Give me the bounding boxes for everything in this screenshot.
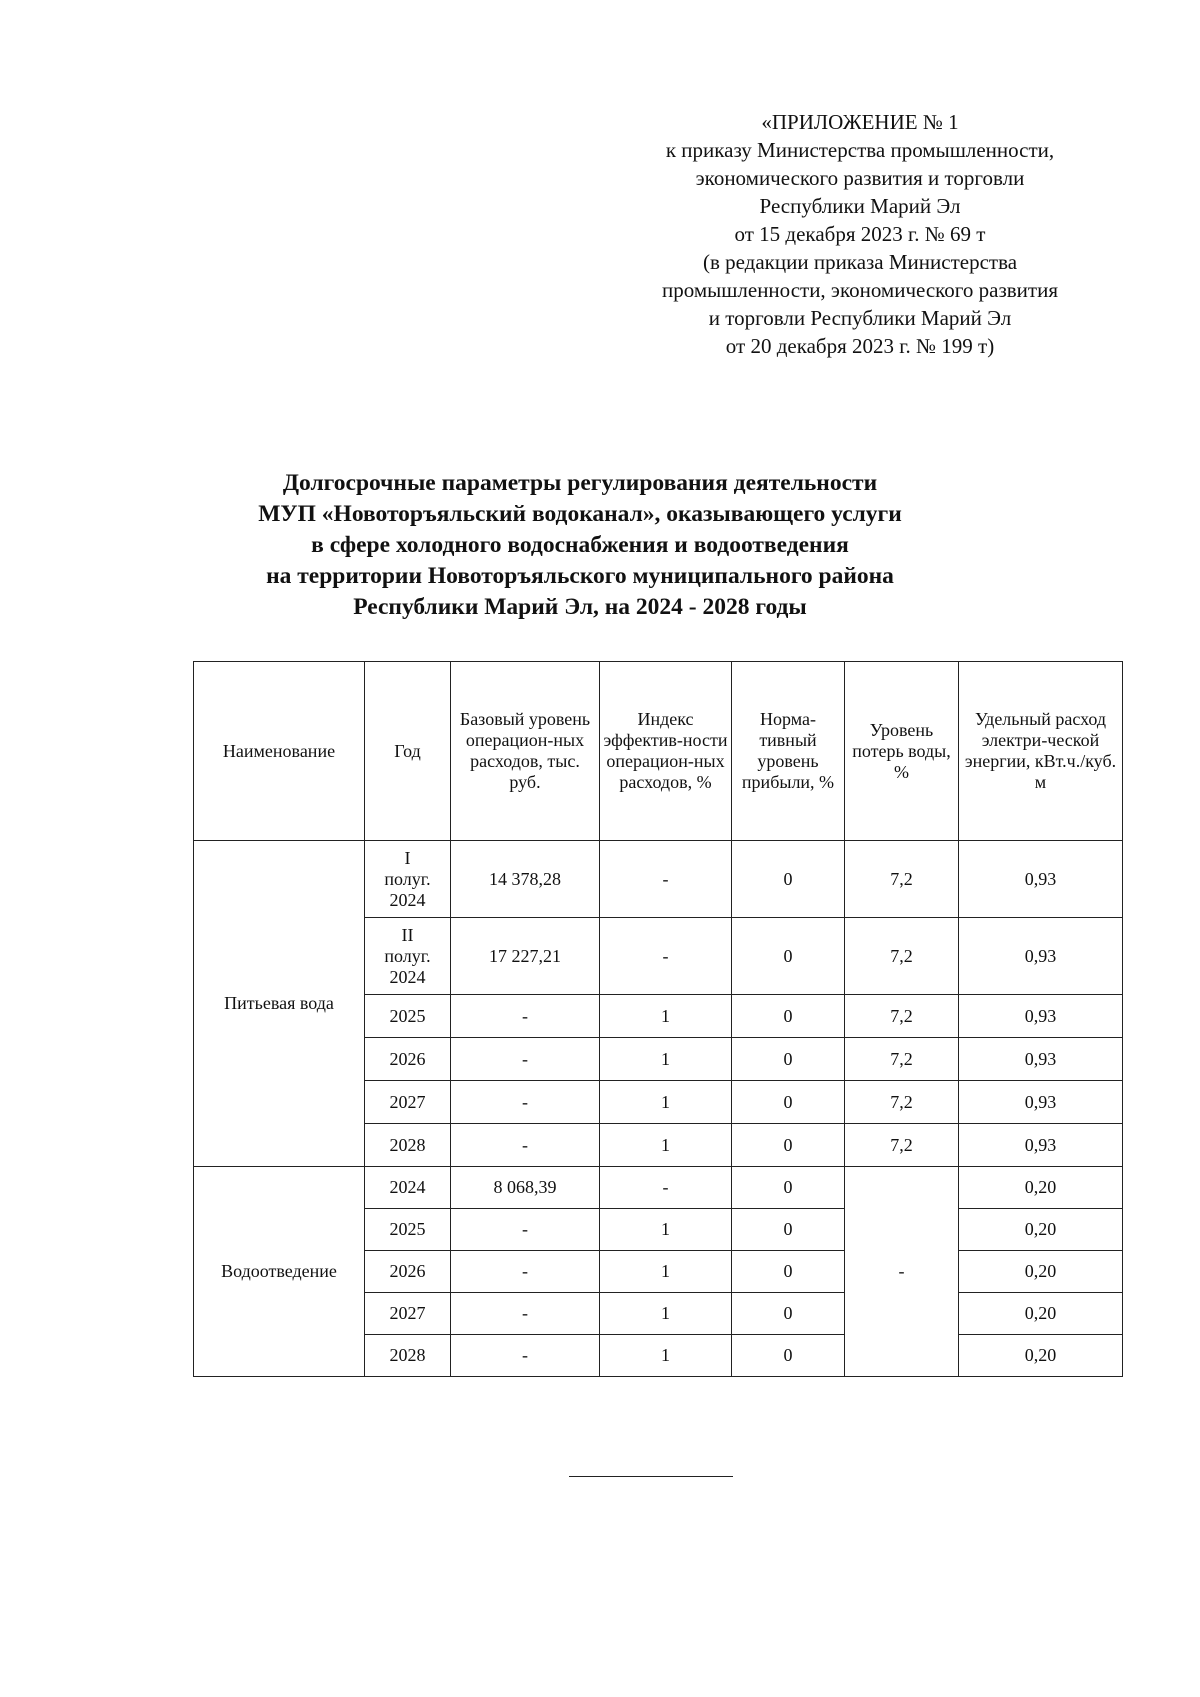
appendix-line: Республики Марий Эл bbox=[759, 194, 961, 218]
appendix-line: (в редакции приказа Министерства bbox=[702, 250, 1018, 274]
cell-index: 1 bbox=[600, 1335, 732, 1377]
cell-index: 1 bbox=[600, 1251, 732, 1293]
cell-base: 8 068,39 bbox=[451, 1167, 600, 1209]
title-line: в сфере холодного водоснабжения и водоотведения bbox=[311, 532, 849, 558]
table-row bbox=[194, 841, 1123, 918]
header-water-loss: Уровень потерь воды, % bbox=[845, 662, 959, 841]
cell-base: - bbox=[451, 1038, 600, 1081]
title-line: Республики Марий Эл, на 2024 - 2028 годы bbox=[353, 594, 807, 620]
cell-base: - bbox=[451, 995, 600, 1038]
cell-energy: 0,93 bbox=[959, 841, 1123, 918]
cell-year: I полуг. 2024 bbox=[365, 841, 451, 918]
table-header-row bbox=[194, 662, 1123, 841]
cell-energy: 0,20 bbox=[959, 1335, 1123, 1377]
cell-energy: 0,20 bbox=[959, 1251, 1123, 1293]
cell-profit: 0 bbox=[732, 1251, 845, 1293]
appendix-line: от 20 декабря 2023 г. № 199 т) bbox=[725, 334, 995, 358]
cell-profit: 0 bbox=[732, 995, 845, 1038]
header-energy-use: Удельный расход электри-ческой энергии, кВт.ч./куб. м bbox=[959, 662, 1123, 841]
cell-energy: 0,93 bbox=[959, 918, 1123, 995]
appendix-line: от 15 декабря 2023 г. № 69 т bbox=[734, 222, 986, 246]
cell-energy: 0,20 bbox=[959, 1293, 1123, 1335]
appendix-line: промышленности, экономического развития bbox=[661, 278, 1058, 302]
cell-profit: 0 bbox=[732, 1335, 845, 1377]
cell-base: - bbox=[451, 1335, 600, 1377]
table-row bbox=[194, 1167, 1123, 1209]
cell-year: 2027 bbox=[365, 1081, 451, 1124]
header-year: Год bbox=[365, 662, 451, 841]
title-line: на территории Новоторъяльского муниципального района bbox=[266, 563, 894, 589]
cell-base: - bbox=[451, 1251, 600, 1293]
cell-year: 2027 bbox=[365, 1293, 451, 1335]
cell-index: 1 bbox=[600, 1081, 732, 1124]
header-profit-level: Норма-тивный уровень прибыли, % bbox=[732, 662, 845, 841]
cell-loss-merged: - bbox=[845, 1167, 959, 1377]
header-name: Наименование bbox=[194, 662, 365, 841]
cell-loss: 7,2 bbox=[845, 841, 959, 918]
cell-base: 14 378,28 bbox=[451, 841, 600, 918]
cell-index: 1 bbox=[600, 1209, 732, 1251]
cell-index: 1 bbox=[600, 995, 732, 1038]
cell-year: 2028 bbox=[365, 1335, 451, 1377]
header-base-opex: Базовый уровень операцион-ных расходов, тыс. руб. bbox=[451, 662, 600, 841]
cell-energy: 0,20 bbox=[959, 1167, 1123, 1209]
title-line: Долгосрочные параметры регулирования деятельности bbox=[282, 470, 878, 496]
cell-profit: 0 bbox=[732, 1293, 845, 1335]
cell-loss: 7,2 bbox=[845, 918, 959, 995]
cell-year: 2026 bbox=[365, 1038, 451, 1081]
cell-profit: 0 bbox=[732, 1124, 845, 1167]
appendix-reference bbox=[600, 108, 1120, 360]
cell-energy: 0,93 bbox=[959, 995, 1123, 1038]
appendix-line: и торговли Республики Марий Эл bbox=[708, 306, 1012, 330]
cell-profit: 0 bbox=[732, 841, 845, 918]
end-of-document-rule bbox=[569, 1476, 733, 1477]
appendix-line: к приказу Министерства промышленности, bbox=[665, 138, 1055, 162]
group-name-water: Питьевая вода bbox=[194, 841, 365, 1167]
cell-index: - bbox=[600, 918, 732, 995]
cell-energy: 0,93 bbox=[959, 1124, 1123, 1167]
cell-index: - bbox=[600, 1167, 732, 1209]
cell-profit: 0 bbox=[732, 918, 845, 995]
cell-index: 1 bbox=[600, 1293, 732, 1335]
appendix-line: экономического развития и торговли bbox=[695, 166, 1025, 190]
cell-year: II полуг. 2024 bbox=[365, 918, 451, 995]
cell-year: 2028 bbox=[365, 1124, 451, 1167]
cell-loss: 7,2 bbox=[845, 1081, 959, 1124]
cell-base: - bbox=[451, 1293, 600, 1335]
title-line: МУП «Новоторъяльский водоканал», оказывающего услуги bbox=[258, 501, 902, 527]
cell-profit: 0 bbox=[732, 1167, 845, 1209]
cell-base: 17 227,21 bbox=[451, 918, 600, 995]
cell-index: 1 bbox=[600, 1124, 732, 1167]
cell-profit: 0 bbox=[732, 1081, 845, 1124]
cell-index: 1 bbox=[600, 1038, 732, 1081]
cell-energy: 0,93 bbox=[959, 1038, 1123, 1081]
cell-base: - bbox=[451, 1124, 600, 1167]
cell-energy: 0,20 bbox=[959, 1209, 1123, 1251]
cell-year: 2026 bbox=[365, 1251, 451, 1293]
cell-loss: 7,2 bbox=[845, 1038, 959, 1081]
group-name-sewer: Водоотведение bbox=[194, 1167, 365, 1377]
cell-year: 2025 bbox=[365, 1209, 451, 1251]
cell-profit: 0 bbox=[732, 1038, 845, 1081]
parameters-table bbox=[193, 661, 1123, 1377]
appendix-line: «ПРИЛОЖЕНИЕ № 1 bbox=[761, 110, 959, 134]
cell-energy: 0,93 bbox=[959, 1081, 1123, 1124]
cell-index: - bbox=[600, 841, 732, 918]
cell-base: - bbox=[451, 1081, 600, 1124]
cell-year: 2024 bbox=[365, 1167, 451, 1209]
cell-profit: 0 bbox=[732, 1209, 845, 1251]
cell-loss: 7,2 bbox=[845, 1124, 959, 1167]
cell-year: 2025 bbox=[365, 995, 451, 1038]
cell-loss: 7,2 bbox=[845, 995, 959, 1038]
document-title bbox=[140, 468, 1020, 623]
cell-base: - bbox=[451, 1209, 600, 1251]
header-efficiency-index: Индекс эффектив-ности операцион-ных расходов, % bbox=[600, 662, 732, 841]
